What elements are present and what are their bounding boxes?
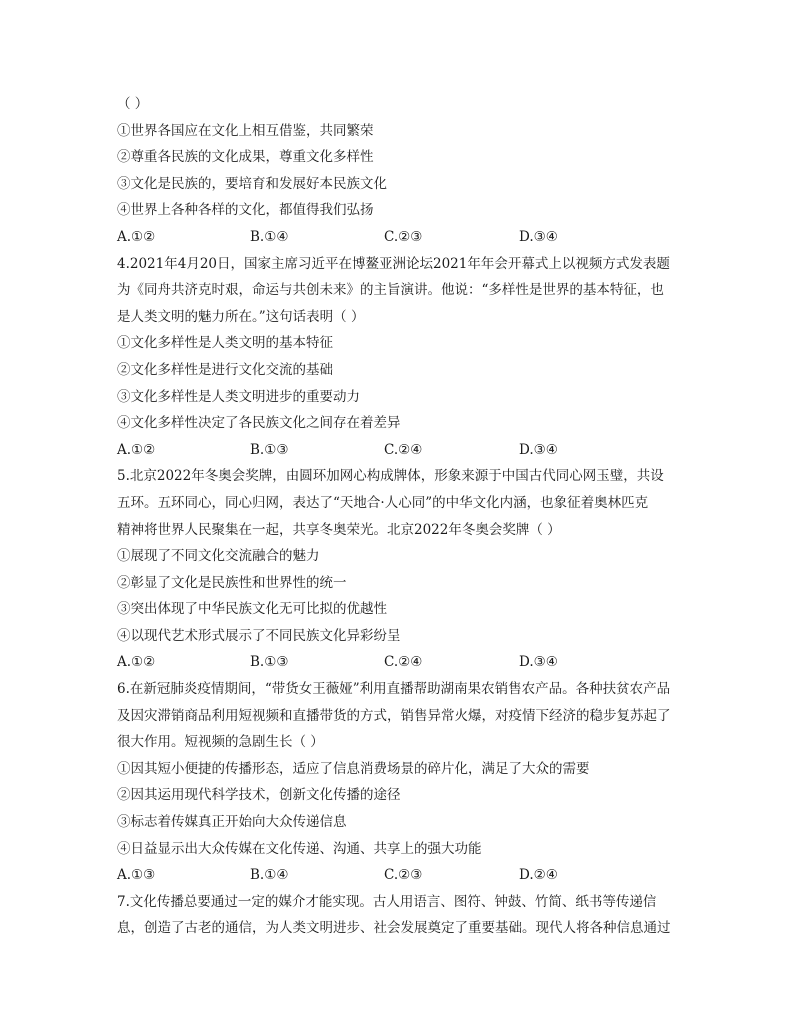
q4-option-c: C.②④	[384, 441, 423, 458]
q4-option-d: D.③④	[519, 441, 558, 458]
q5-options	[117, 649, 687, 676]
q5-stem-line-3: 精神将世界人民聚集在一起，共享冬奥荣光。北京2022年冬奥会奖牌（ ）	[117, 521, 561, 538]
q6-item-2: ②因其运用现代科学技术，创新文化传播的途径	[117, 787, 401, 804]
q6-option-a: A.①③	[117, 867, 156, 884]
q3-item-2: ②尊重各民族的文化成果，尊重文化多样性	[117, 149, 374, 166]
q5-item-4: ④以现代艺术形式展示了不同民族文化异彩纷呈	[117, 627, 401, 644]
q4-item-4: ④文化多样性决定了各民族文化之间存在着差异	[117, 415, 401, 432]
q4-stem-line-1: 4.2021年4月20日，国家主席习近平在博鳌亚洲论坛2021年年会开幕式上以视频方式发表题	[117, 255, 670, 272]
q6-item-1: ①因其短小便捷的传播形态，适应了信息消费场景的碎片化，满足了大众的需要	[117, 760, 590, 777]
q4-item-2: ②文化多样性是进行文化交流的基础	[117, 361, 333, 378]
q5-stem-line-2: 五环。五环同心，同心归网，表达了“天地合·人心同”的中华文化内涵，也象征着奥林匹克	[117, 494, 649, 511]
q3-item-1: ①世界各国应在文化上相互借鉴，共同繁荣	[117, 122, 374, 139]
q4-options	[117, 437, 687, 464]
q4-stem-line-2: 为《同舟共济克时艰，命运与共创未来》的主旨演讲。他说：“多样性是世界的基本特征，也	[117, 282, 664, 299]
q4-item-1: ①文化多样性是人类文明的基本特征	[117, 335, 333, 352]
q3-options	[117, 224, 687, 251]
q5-item-2: ②彰显了文化是民族性和世界性的统一	[117, 574, 347, 591]
q3-item-4: ④世界上各种各样的文化，都值得我们弘扬	[117, 202, 374, 219]
q5-item-3: ③突出体现了中华民族文化无可比拟的优越性	[117, 601, 387, 618]
q6-option-d: D.②④	[519, 867, 558, 884]
q5-option-a: A.①②	[117, 654, 156, 671]
q6-item-4: ④日益显示出大众传媒在文化传递、沟通、共享上的强大功能	[117, 840, 482, 857]
q7-stem-line-1: 7.文化传播总要通过一定的媒介才能实现。古人用语言、图符、钟鼓、竹简、纸书等传递信	[117, 893, 657, 910]
q6-options	[117, 862, 687, 889]
q3-option-b: B.①④	[250, 228, 289, 245]
q4-item-3: ③文化多样性是人类文明进步的重要动力	[117, 388, 360, 405]
q4-option-b: B.①③	[250, 441, 289, 458]
q6-stem-line-1: 6.在新冠肺炎疫情期间，“带货女王薇娅”利用直播帮助湖南果农销售农产品。各种扶贫农产品	[117, 681, 671, 698]
q3-item-3: ③文化是民族的，要培育和发展好本民族文化	[117, 175, 387, 192]
q6-option-b: B.①④	[250, 867, 289, 884]
q3-paren: （ ）	[117, 96, 149, 112]
question-content	[117, 91, 687, 942]
q4-stem-line-3: 是人类文明的魅力所在。”这句话表明（ ）	[117, 308, 365, 325]
q5-option-c: C.②④	[384, 654, 423, 671]
q6-option-c: C.②③	[384, 867, 423, 884]
q5-option-b: B.①③	[250, 654, 289, 671]
q3-option-d: D.③④	[519, 228, 558, 245]
q3-option-a: A.①②	[117, 228, 156, 245]
q4-option-a: A.①②	[117, 441, 156, 458]
q3-option-c: C.②③	[384, 228, 423, 245]
q6-stem-line-3: 很大作用。短视频的急剧生长（ ）	[117, 734, 324, 751]
q5-option-d: D.③④	[519, 654, 558, 671]
q6-stem-line-2: 及因灾滞销商品利用短视频和直播带货的方式，销售异常火爆，对疫情下经济的稳步复苏起了	[117, 707, 671, 724]
q5-item-1: ①展现了不同文化交流融合的魅力	[117, 548, 320, 565]
q6-item-3: ③标志着传媒真正开始向大众传递信息	[117, 814, 347, 831]
q7-stem-line-2: 息，创造了古老的通信，为人类文明进步、社会发展奠定了重要基础。现代人将各种信息通过	[117, 920, 671, 937]
q5-stem-line-1: 5.北京2022年冬奥会奖牌，由圆环加网心构成牌体，形象来源于中国古代同心网玉璧，共设	[117, 468, 664, 485]
